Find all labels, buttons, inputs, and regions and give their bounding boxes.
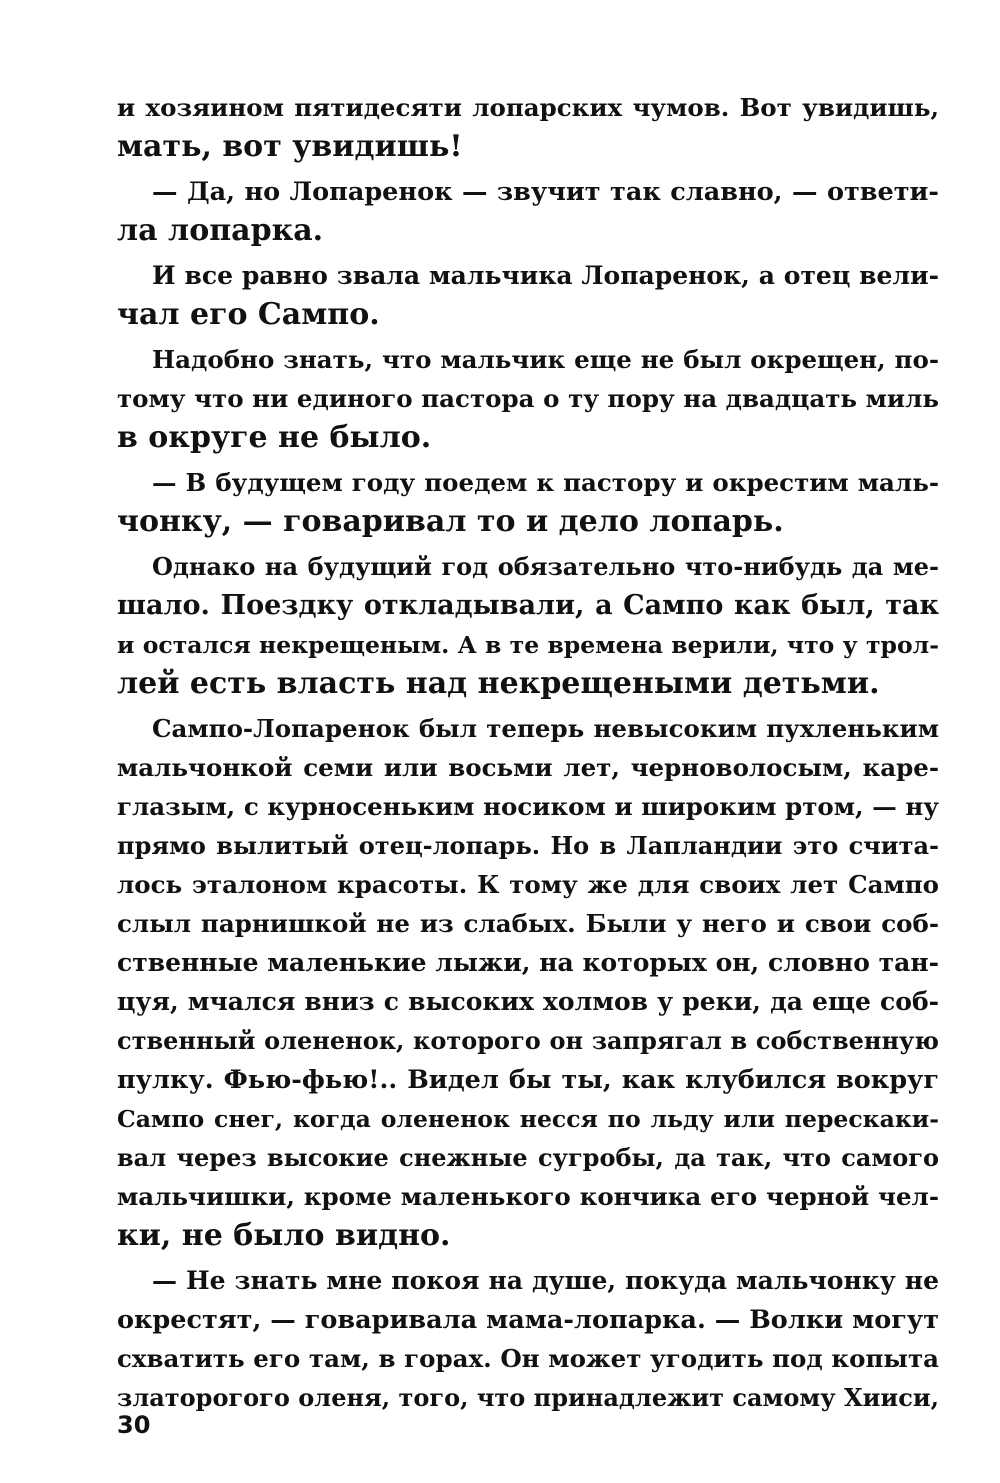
text-line: — Не знать мне покоя на душе, покуда мальчонку не	[152, 1266, 939, 1295]
text-line: мать, вот увидишь!	[117, 129, 463, 164]
text-line: лей есть власть над некрещеными детьми.	[117, 666, 880, 701]
text-line: Сампо-Лопаренок был теперь невысоким пухленьким	[152, 714, 939, 743]
text-line: — В будущем году поедем к пастору и окрестим маль-	[152, 468, 939, 497]
text-line: слыл парнишкой не из слабых. Были у него и свои соб-	[117, 909, 939, 938]
text-line: схватить его там, в горах. Он может угодить под копыта	[117, 1344, 939, 1373]
text-line: чал его Сампо.	[117, 297, 380, 332]
text-line: мальчишки, кроме маленького кончика его черной чел-	[117, 1182, 939, 1211]
text-line: глазым, с курносеньким носиком и широким ртом, — ну	[117, 792, 939, 821]
text-line: мальчонкой семи или восьми лет, черноволосым, каре-	[117, 753, 939, 782]
text-line: — Да, но Лопаренок — звучит так славно, — ответи-	[152, 177, 939, 207]
text-line: в округе не было.	[117, 420, 432, 455]
text-line: И все равно звала мальчика Лопаренок, а отец вели-	[152, 261, 939, 290]
text-line: пулку. Фью-фью!.. Видел бы ты, как клубился вокруг	[117, 1065, 939, 1095]
text-line: цуя, мчался вниз с высоких холмов у реки, да еще соб-	[117, 987, 939, 1016]
text-line: Однако на будущий год обязательно что-нибудь да ме-	[152, 552, 939, 581]
text-line: окрестят, — говаривала мама-лопарка. — Волки могут	[117, 1305, 939, 1335]
text-line: и хозяином пятидесяти лопарских чумов. Вот увидишь,	[117, 93, 939, 122]
text-line: вал через высокие снежные сугробы, да так, что самого	[117, 1143, 939, 1172]
text-line: ла лопарка.	[117, 213, 324, 248]
text-line: ки, не было видно.	[117, 1218, 451, 1253]
text-line: чонку, — говаривал то и дело лопарь.	[117, 504, 784, 539]
text-line: и остался некрещеным. А в те времена верили, что у трол-	[117, 631, 939, 659]
text-line: шало. Поездку откладывали, а Сампо как был, так	[117, 590, 939, 621]
text-line: прямо вылитый отец-лопарь. Но в Лапландии это счита-	[117, 831, 939, 860]
text-line: лось эталоном красоты. К тому же для своих лет Сампо	[117, 870, 939, 899]
text-line: Сампо снег, когда олененок несся по льду или перескаки-	[117, 1105, 939, 1133]
text-line: ственный олененок, которого он запрягал в собственную	[117, 1026, 939, 1055]
page-number: 30	[117, 1411, 151, 1439]
text-line: златорогого оленя, того, что принадлежит самому Хииси,	[117, 1383, 939, 1412]
text-line: ственные маленькие лыжи, на которых он, словно тан-	[117, 948, 939, 977]
text-line: Надобно знать, что мальчик еще не был окрещен, по-	[152, 345, 939, 374]
text-line: тому что ни единого пастора о ту пору на двадцать миль	[117, 384, 939, 413]
